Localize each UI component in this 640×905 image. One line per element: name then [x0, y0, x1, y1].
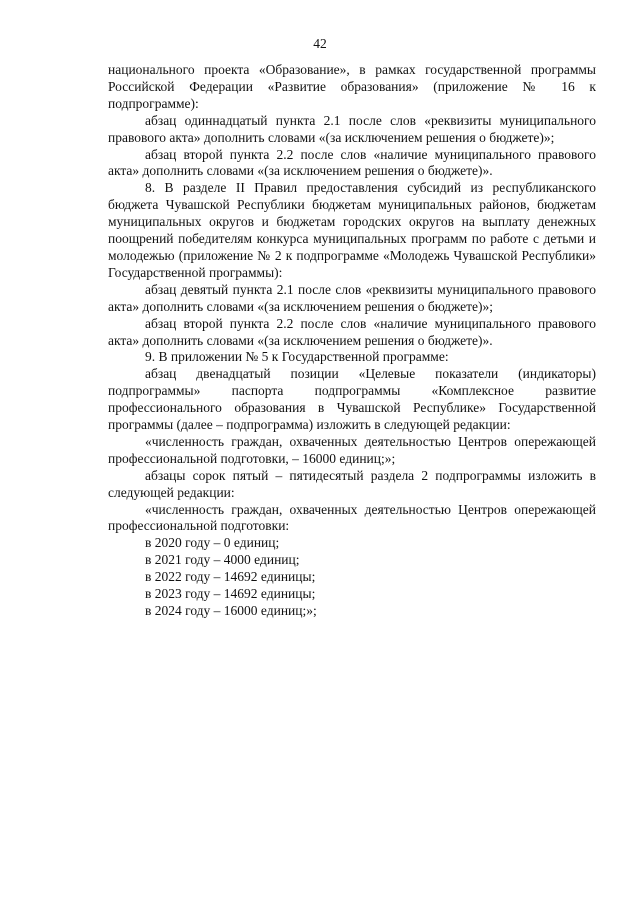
- paragraph-abzacy-45-50: абзацы сорок пятый – пятидесятый раздела 2 подпрограммы изложить в следующей редакции:: [108, 467, 596, 500]
- list-item-2020: в 2020 году – 0 единиц;: [145, 535, 280, 551]
- paragraph-abzac-11-p2-1: абзац одиннадцатый пункта 2.1 после слов «реквизиты муниципального правового акта» дополнить словами «(за исключением решения о бюджете)»;: [108, 112, 596, 145]
- page-number: 42: [313, 36, 327, 51]
- paragraph-item-9: 9. В приложении № 5 к Государственной программе:: [145, 349, 449, 365]
- list-item-2021: в 2021 году – 4000 единиц;: [145, 552, 300, 568]
- paragraph-quote-total: «численность граждан, охваченных деятельностью Центров опережающей профессиональной подготовки, – 16000 единиц;»;: [108, 433, 596, 466]
- list-item-2022: в 2022 году – 14692 единицы;: [145, 569, 316, 585]
- paragraph-continuation: национального проекта «Образование», в рамках государственной программы Российской Федерации «Развитие образования» (приложение № 16 к подпрограмме):: [108, 62, 596, 111]
- paragraph-abzac-2-p2-2: абзац второй пункта 2.2 после слов «наличие муниципального правового акта» дополнить словами «(за исключением решения о бюджете)».: [108, 146, 596, 179]
- paragraph-abzac-2-p2-2-b: абзац второй пункта 2.2 после слов «наличие муниципального правового акта» дополнить словами «(за исключением решения о бюджете)».: [108, 315, 596, 348]
- list-item-2024: в 2024 году – 16000 единиц;»;: [145, 603, 317, 618]
- document-body: [108, 62, 596, 620]
- paragraph-abzac-12: абзац двенадцатый позиции «Целевые показатели (индикаторы) подпрограммы» паспорта подпрограммы «Комплексное развитие профессионального образования в Чувашской Республике» Государственной программы (далее – подпрограмма) изложить в следующей редакции:: [108, 366, 596, 433]
- paragraph-abzac-9-p2-1: абзац девятый пункта 2.1 после слов «реквизиты муниципального правового акта» дополнить словами «(за исключением решения о бюджете)»;: [108, 281, 596, 314]
- paragraph-quote-intro: «численность граждан, охваченных деятельностью Центров опережающей профессиональной подготовки:: [108, 501, 596, 534]
- list-item-2023: в 2023 году – 14692 единицы;: [145, 586, 316, 602]
- paragraph-item-8: 8. В разделе II Правил предоставления субсидий из республиканского бюджета Чувашской Республики бюджетам муниципальных районов, бюджетам муниципальных округов и бюджетам городских округов на выплату денежных поощрений победителям конкурса муниципальных программ по работе с детьми и молодежью (приложение № 2 к подпрограмме «Молодежь Чувашской Республики» Государственной программы):: [108, 180, 596, 280]
